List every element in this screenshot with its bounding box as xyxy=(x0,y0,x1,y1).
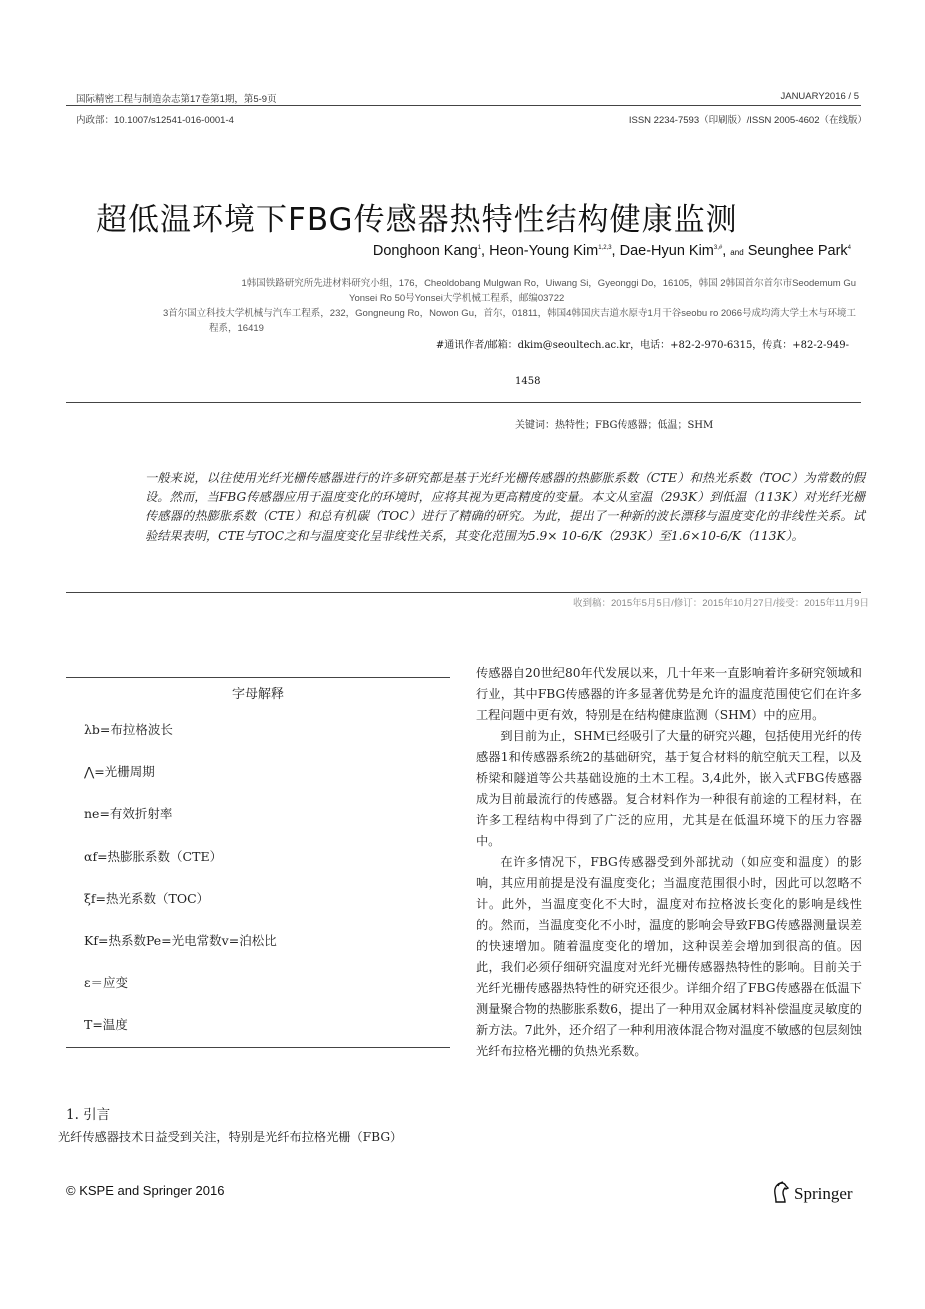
corresponding-author: #通讯作者/邮箱：dkim@seoultech.ac.kr，电话：+82-2-970-6315，传真：+82-2-949- xyxy=(435,340,849,351)
nomenclature-item: αf=热膨胀系数（CTE） xyxy=(84,848,223,864)
section-rule xyxy=(66,402,861,403)
copyright: © KSPE and Springer 2016 xyxy=(66,1183,225,1198)
issn: ISSN 2234-7593（印刷版）/ISSN 2005-4602（在线版） xyxy=(628,115,867,126)
issue-date-page: JANUARY2016 / 5 xyxy=(780,91,859,102)
springer-logo xyxy=(770,1180,853,1208)
affiliation-line: 3首尔国立科技大学机械与汽车工程系，232，Gongneung Ro，Nowon Gu，首尔，01811，韩国4韩国庆吉道水原寺1月干谷seobu ro 2066号成均湾大学土木与环境工 xyxy=(163,308,856,319)
author-and: and xyxy=(730,248,744,257)
header-rule xyxy=(66,105,861,106)
nomenclature-item: Kf=热系数Pe=光电常数v=泊松比 xyxy=(84,932,277,948)
nomenclature-item: ne=有效折射率 xyxy=(84,806,173,822)
nomenclature-item: ε＝应变 xyxy=(84,975,128,991)
author-name: Donghoon Kang xyxy=(372,243,478,259)
springer-horse-icon xyxy=(770,1180,790,1208)
abstract: 一般来说，以往使用光纤光栅传感器进行的许多研究都是基于光纤光栅传感器的热膨胀系数（CTE）和热光系数（TOC）为常数的假设。然而，当FBG传感器应用于温度变化的环境时，应将其视为更高精度的变量。本文从室温（293K）到低温（113K）对光纤光栅传感器的热膨胀系数（CTE）和总有机碳（TOC）进行了精确的研究。为此，提出了一种新的波长漂移与温度变化的非线性关系。试验结果表明，CTE与TOC之和与温度变化呈非线性关系，其变化范围为5.9× 10-6/K（293K）至1.6×10-6/K（113K）。 xyxy=(145,471,865,543)
intro-text: 光纤传感器技术日益受到关注，特别是光纤布拉格光栅（FBG） xyxy=(58,1130,403,1144)
section-heading: 1. 引言 xyxy=(66,1107,111,1123)
keywords: 关键词：热特性；FBG传感器；低温；SHM xyxy=(515,420,714,431)
body-paragraph: 传感器自20世纪80年代发展以来，几十年来一直影响着许多研究领域和行业，其中FBG传感器的许多显著优势是允许的温度范围使它们在许多工程问题中更有效，特别是在结构健康监测（SHM）中的应用。 xyxy=(476,666,862,722)
nomenclature-item: T=温度 xyxy=(84,1017,128,1033)
right-column-body xyxy=(476,663,862,1062)
affiliation-line: 1韩国铁路研究所先进材料研究小组，176，Cheoldobang Mulgwan Ro，Uiwang Si，Gyeonggi Do，16105，韩国 2韩国首尔首尔市Seodemum Gu xyxy=(241,278,856,289)
corresponding-author-cont: 1458 xyxy=(515,376,541,387)
nomenclature-list xyxy=(84,720,277,1058)
body-paragraph: 在许多情况下，FBG传感器受到外部扰动（如应变和温度）的影响，其应用前提是没有温度变化；当温度范围很小时，因此可以忽略不计。此外，当温度变化不大时，温度对布拉格波长变化的影响是线性的。然而，当温度变化不小时，温度的影响会导致FBG传感器测量误差的快速增加。随着温度变化的增加，这种误差会增加到很高的值。因此，我们必须仔细研究温度对光纤光栅传感器热特性的影响。目前关于光纤光栅传感器热特性的研究还很少。详细介绍了FBG传感器在低温下测量聚合物的热膨胀系数6，提出了一种用双金属材料补偿温度灵敏度的新方法。7此外，还介绍了一种利用液体混合物对温度不敏感的包层刻蚀光纤布拉格光栅的负热光系数。 xyxy=(476,855,862,1058)
paper-title: 超低温环境下FBG传感器热特性结构健康监测 xyxy=(96,202,738,238)
author-affil-marker: 4 xyxy=(847,245,851,252)
affiliation-line: 程系，16419 xyxy=(209,323,264,334)
received-dates: 收到稿：2015年5月5日/修订：2015年10月27日/接受：2015年11月9日 xyxy=(572,598,869,609)
nomenclature-title: 字母解释 xyxy=(231,687,284,702)
author-affil-marker: 1 xyxy=(477,245,482,252)
author-name: Seunghee Park xyxy=(747,243,848,259)
journal-info: 国际精密工程与制造杂志第17卷第1期，第5-9页 xyxy=(76,94,277,105)
doi: 内政部：10.1007/s12541-016-0001-4 xyxy=(76,115,234,126)
author-affil-marker: 1,2,3 xyxy=(598,245,612,252)
author-affil-marker: 3,# xyxy=(713,245,723,252)
abstract-rule xyxy=(66,592,861,593)
affiliation-line: Yonsei Ro 50号Yonsei大学机械工程系，邮编03722 xyxy=(349,293,565,304)
author-name: Heon-Young Kim xyxy=(489,243,599,259)
publisher-name: Springer xyxy=(794,1184,853,1203)
nomenclature-item: λb=布拉格波长 xyxy=(84,722,173,737)
author-list: Donghoon Kang$^1$, Heon-Young Kim$^{1,2,3}$, Dae-Hyun Kim$^{3,\#}$, and Seunghee Park$^4$ xyxy=(372,243,851,259)
body-paragraph: 到目前为止，SHM已经吸引了大量的研究兴趣，包括使用光纤的传感器1和传感器系统2的基础研究，基于复合材料的航空航天工程，以及桥梁和隧道等公共基础设施的土木工程。3,4此外，嵌入式FBG传感器成为目前最流行的传感器。复合材料作为一种很有前途的工程材料，在许多工程结构中得到了广泛的应用，尤其是在低温环境下的压力容器中。 xyxy=(476,729,862,848)
nomenclature-bottom-rule xyxy=(66,1047,450,1048)
nomenclature-top-rule xyxy=(66,677,450,678)
author-name: Dae-Hyun Kim xyxy=(619,243,714,259)
nomenclature-item: ⋀=光栅周期 xyxy=(84,764,155,780)
nomenclature-item: ξf=热光系数（TOC） xyxy=(84,890,210,906)
